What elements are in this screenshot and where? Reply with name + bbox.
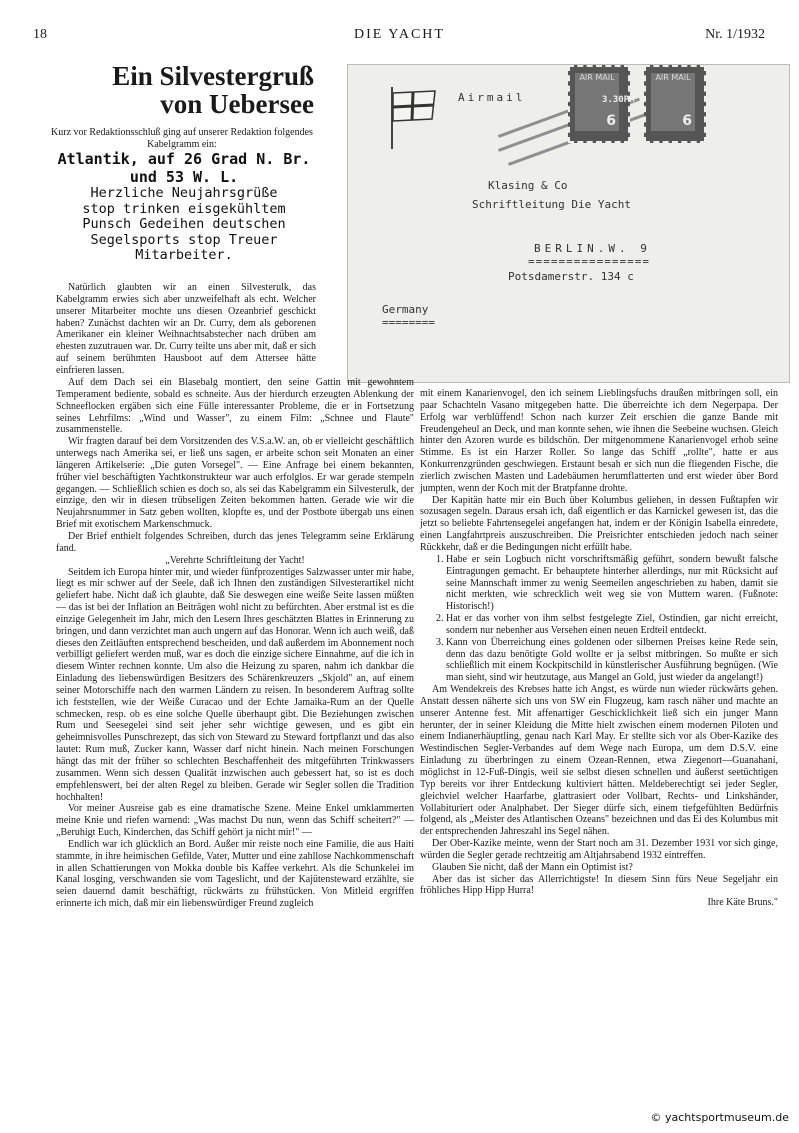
telegram-block <box>48 150 320 264</box>
telegram-line: Mitarbeiter. <box>135 247 233 263</box>
postmark-time: 3.30PM <box>602 95 635 105</box>
paragraph: Glauben Sie nicht, daß der Mann ein Optimist ist? <box>432 861 633 873</box>
paragraph: Der Kapitän hatte mir ein Buch über Kolumbus geliehen, in dessen Fußtapfen wir sozusagen segeln. Daraus ersah ich, daß eigentlich er das Karnickel gewesen ist, das die jetzt so beliebte Fahrtensegelei angefangen hat, indem er der Königin Isabella einredete, einen Langfahrtpreis auszuschreiben. Die Preisrichter entschieden jedoch nach seiner Rückkehr, daß er die Bedingungen nicht erfüllt habe. <box>420 494 778 553</box>
stamp-label: AIR MAIL <box>579 73 615 82</box>
telegram-location-2: und 53 W. L. <box>129 168 239 186</box>
airmail-label: Airmail <box>458 91 526 104</box>
list-item: 1. Habe er sein Logbuch nicht vorschriftsmäßig geführt, sondern bewußt falsche Eintragungen gemacht. Er behauptete hinterher allerdings, nur mit Rücksicht auf seine Mannschaft immer zu wenig Seemeilen angeschrieben zu haben, damit sie nicht merkten, wie schrecklich weit weg sie von Muttern waren. (Fußnote: Historisch!) <box>446 554 778 613</box>
paragraph: mit einem Kanarienvogel, den ich seinem Lieblingsfuchs draußen mitbringen soll, ein paar Schachteln Vasano mitgegeben hatte. Die überreichte ich dem Negerpapa. Der Erfolg war verblüffend! Schon nach kurzer Zeit erschien die ganze Bande mit Freudengeheul an Deck, und man konnte sehen, wie ihnen die Seebeine wuchsen. Gleich hinter den Azoren wurde es bildschön. Der mitgenommene Kanarienvogel erhob seine Stimme. Es ist ein Harzer Roller. So lange das Schiff „rollte", hatte er aus Konkurrenzgründen geschwiegen. Erstaunt besah er sich nun die fliegenden Fische, die zierlich zwischen Masten und Ladebäumen herumflatterten und erst wieder über Bord jumpten, wenn der Koch mit der Bratpfanne drohte. <box>420 388 778 494</box>
article-headline <box>52 62 314 118</box>
paragraph: Vor meiner Ausreise gab es eine dramatische Szene. Meine Enkel umklammerten meine Knie und riefen warnend: „Was machst Du nun, wenn das Schiff scheitert?" — „Beruhigt Euch, Kinderchen, das Schiff gehört ja nicht mir!" — <box>56 803 414 839</box>
telegram-line: stop trinken eisgekühltem <box>82 200 286 217</box>
headline-line-2: von Uebersee <box>160 89 314 119</box>
paragraph: Der Ober-Kazike meinte, wenn der Start noch am 31. Dezember 1931 vor sich ginge, würden die Segler gerade rechtzeitig am Altjahrsabend 1932 eintreffen. <box>420 838 778 861</box>
stamp-face <box>651 73 695 131</box>
paragraph: Seitdem ich Europa hinter mir, und wieder fünfprozentiges Salzwasser unter mir habe, liegt es mir schwer auf der Seele, daß ich Ihnen den zuständigen Silvesterartikel nicht geliefert habe. Nicht daß ich glaubte, daß Sie deswegen eine weiße Seite lassen müßten — das ist bei der Inflation an Beiträgen wohl nicht zu befürchten. Aber erstmal ist es die einzige Gelegenheit im Jahr, mich den Lesern Ihres geschätzten Blattes in Erinnerung zu bringen, und dann verzichtet man auch ungern auf das Honorar. Wenn ich auch weiß, daß dieses den Zeitläuften entsprechend bescheiden, und daß außerdem im Abonnement noch verbilligt geliefert werden muß, war es doch die einzige sichere Einnahme, auf die ich in diesem Winter rechnen konnte. Um also die Heizung zu sparen, nahm ich dankbar die Einladung des liebenswürdigen Besitzers des Schärenkreuzers „Skjold" an, auf einem seiner Motorschiffe nach den warmen Ländern zu reisen. In besonderem Auftrag sollte ich feststellen, wie der Weiße Curacao und der Echte Jamaika-Rum an der Quelle schmecken, resp. ob es eine solche Quelle überhaupt gibt. Die Beziehungen zwischen Rum und Seesegelei sind seit jeher sehr wichtige gewesen, und es gibt ein geheimnisvolles Punschrezept, das sich von Steward zu Steward fortpflanzt und das also lautet: Rum muß, Zucker kann, Wasser darf nicht hinein. Nach meinen Forschungen hängt das mit der früher so schlechten Beschaffenheit des mitgeführten Trinkwassers zusammen. Wenn sich dessen Qualität inzwischen auch gebessert hat, so ist es doch empfehlenswert, bei der alten Regel zu bleiben. Gerade wir Segler sollen die Tradition hochhalten! <box>56 566 414 803</box>
stamp-value: 6 <box>682 113 692 129</box>
address-department: Schriftleitung Die Yacht <box>472 198 631 211</box>
list-item: 3. Kann von Überreichung eines goldenen oder silbernen Preises keine Rede sein, denn das dazu benötigte Gold wollte er ja selbst mitbringen. So mußte er sich schließlich mit einem Kockpitschild in künstlerischer Ausführung begnügen. (Wie man sieht, sind wir heutzutage, aus Mangel an Gold, just wieder da angelangt!) <box>446 637 778 684</box>
envelope-photo <box>347 64 790 383</box>
magazine-title: DIE YACHT <box>354 27 445 42</box>
paragraph: Natürlich glaubten wir an einen Silvesterulk, das Kabelgramm erwies sich aber unzweifelhaft als echt. Welcher unserer Mitarbeiter mochte uns diesen Ozeanbrief geschickt haben? Zunächst dachten wir an Dr. Curry, dem als geborenen Amerikaner ein kleiner Weihnachtsabstecher nach drüben am ehesten zuzutrauen war. Dr. Curry teilte uns aber mit, daß er sich auf seinem berühmten Hausboot auf dem Attersee hätte einfrieren lassen. <box>56 282 316 376</box>
paragraph: Am Wendekreis des Krebses hatte ich Angst, es würde nun wieder rückwärts gehen. Anstatt dessen näherte sich uns von SW ein Flugzeug, kam rasch näher und machte an unserer Antenne fest. Mit affenartiger Geschicklichkeit ließ sich ein junger Mann herunter, der in seiner Kleidung die Mitte hielt zwischen einem modernen Piloten und einem Indianerhäuptling, genau nach Karl May. Er stellte sich vor als Ober-Kazike des Westindischen Segler-Verbandes auf dem Wege nach Europa, um dem D.S.V. eine Einladung zu überbringen zu einem Ozean-Rennen, etwa Ziegenort—Guanahani, möglichst in 12-Fuß-Dingis, weil sie selbst diesen schnellen und äußerst seetüchtigen Typ bereits vor ihrer Entdeckung kultiviert hätten. Meldeberechtigt sei jeder Segler, gleichviel welcher Haarfarbe, glattrasiert oder Vollbart, Rechts- und Linkshänder, Vollabituriert oder Analphabet. Der Sieger dürfe sich, einem tiefgefühlten Bedürfnis folgend, als „Meister des Atlantischen Ozeans" bezeichnen und das Ei des Kolumbus mit der entsprechenden Jahreszahl ins Segel nähen. <box>420 684 778 838</box>
copyright-credit: © yachtsportmuseum.de <box>650 1111 789 1124</box>
address-street: Potsdamerstr. 134 c <box>508 270 634 283</box>
airmail-stamp <box>644 65 706 143</box>
column-1-body <box>56 377 414 910</box>
paragraph: Wir fragten darauf bei dem Vorsitzenden des V.S.a.W. an, ob er vielleicht geschäftlich unterwegs nach Amerika sei, er ließ uns sagen, er arbeite schon seit Monaten an einer längeren Artikelserie: „Die guten Vorsegel". — Eine Anfrage bei einem bekannten, früher viel beschäftigten Yachtkonstrukteur war auch erfolglos. Er war gerade stempeln gegangen. — Schließlich schien es doch so, als sei das Kabelgramm ein Silvesterulk, der einzige, den wir in diesen trübseligen Zeiten bekommen hatten. Gerade wie wir die Neujahrsnummer in Satz geben wollten, klopfte es, und der Postbote übergab uns einen Brief mit exotischem Markenschmuck. <box>56 436 414 531</box>
paragraph: Auf dem Dach sei ein Blasebalg montiert, den seine Gattin mit gewohntem Temperament bediente, sobald es schneite. Aus der hierdurch erzeugten Ablenkung der Schneeflocken ergäben sich eine Fülle interessanter Probleme, die er in Fortsetzung seines Lehrfilms: „Wind und Wasser", zu einem Film: „Schnee und Flaute" zusammenstelle. <box>56 377 414 436</box>
intro-text: Kurz vor Redaktionsschluß ging auf unserer Redaktion folgendes Kabelgramm ein: <box>51 127 313 150</box>
column-2 <box>420 388 778 909</box>
address-city: BERLIN.W. 9 <box>534 242 651 255</box>
issue-number: Nr. 1/1932 <box>705 27 765 42</box>
list-item: 2. Hat er das vorher von ihm selbst festgelegte Ziel, Ostindien, gar nicht erreicht, sondern nur nebenher aus Versehen einen neuen Erdteil entdeckt. <box>446 613 778 637</box>
telegram-line: Segelsports stop Treuer <box>90 231 278 248</box>
addressee: Klasing & Co <box>488 179 568 192</box>
telegram-location-1: Atlantik, auf 26 Grad N. Br. <box>57 150 311 168</box>
page-number: 18 <box>33 27 47 42</box>
stamp-value: 6 <box>606 113 616 129</box>
page-header <box>0 27 799 47</box>
column-1-top <box>56 282 316 377</box>
conditions-list <box>420 554 778 684</box>
signature: Ihre Käte Bruns." <box>707 897 778 909</box>
letter-salutation: „Verehrte Schriftleitung der Yacht! <box>165 554 305 566</box>
paragraph: Endlich war ich glücklich an Bord. Außer mir reiste noch eine Familie, die aus Haiti stammte, in ihre heimischen Gefilde, Vater, Mutter und eine zahllose Nachkommenschaft in allen Schattierungen von Mokka double bis Kaffee verkehrt. Als die Schunkelei im Kanal losging, verschwanden sie vom Tageslicht, und der Kajütensteward erzählte, sie seien dauernd damit beschäftigt, rückwärts zu frühstücken. Von Mitleid ergriffen erinnerte ich mich, daß mir ein liebenswürdiger Freund zugleich <box>56 838 414 910</box>
flag-icon <box>380 83 440 153</box>
address-city-underline: ================ <box>528 255 650 268</box>
telegram-line: Herzliche Neujahrsgrüße <box>90 185 278 201</box>
telegram-line: Punsch Gedeihen deutschen <box>82 216 286 232</box>
headline-line-1: Ein Silvestergruß <box>112 61 314 91</box>
paragraph: Der Brief enthielt folgendes Schreiben, durch das jenes Telegramm seine Erklärung fand. <box>56 530 414 554</box>
address-country: Germany <box>382 303 429 316</box>
paragraph: Aber das ist sicher das Allerrichtigste! In diesem Sinn fürs Neue Segeljahr ein fröhliches Hipp Hipp Hurra! <box>420 873 778 897</box>
address-country-underline: ======== <box>382 316 435 329</box>
stamp-label: AIR MAIL <box>655 73 691 82</box>
